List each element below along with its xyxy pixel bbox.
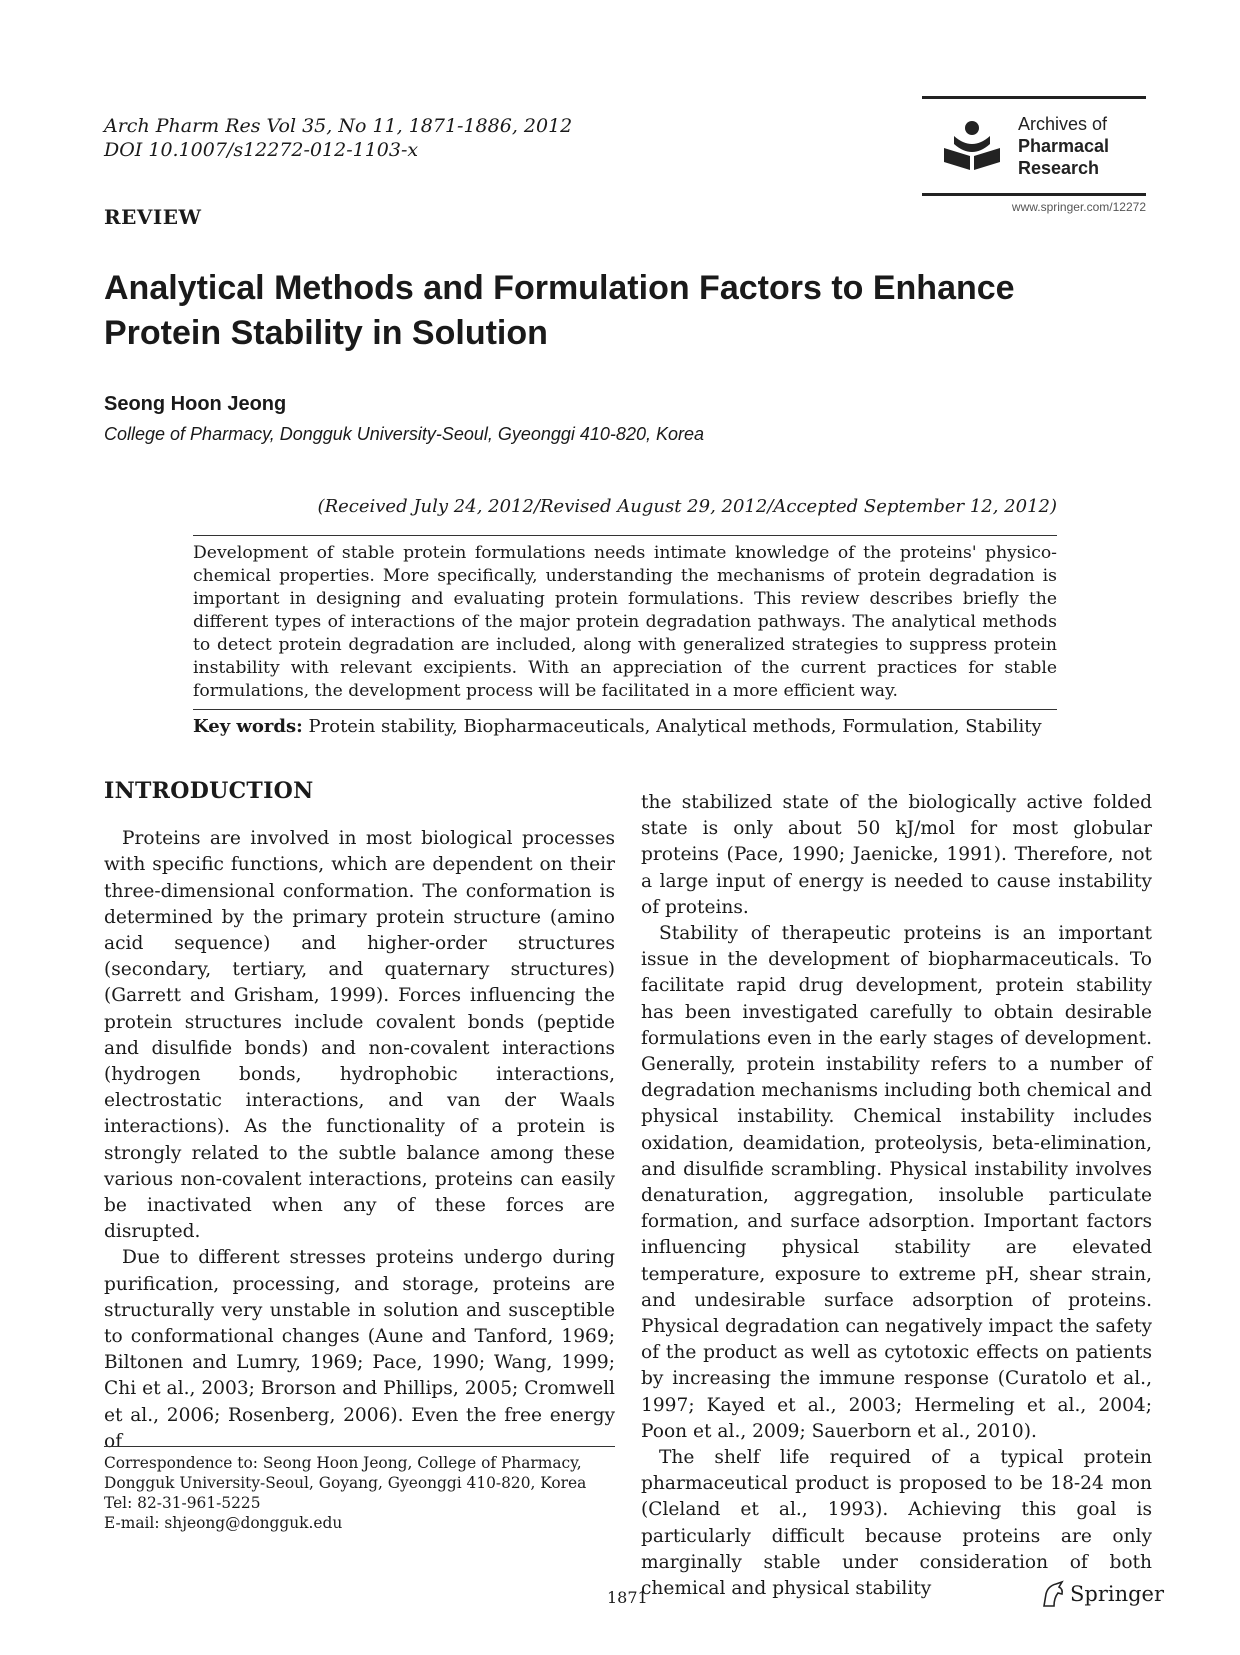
article-title: Analytical Methods and Formulation Factors to Enhance Protein Stability in Solution	[104, 269, 1015, 352]
journal-logo	[922, 96, 1146, 214]
article-type-label: REVIEW	[104, 205, 202, 229]
journal-citation	[104, 114, 572, 162]
logo-rule-bottom	[922, 193, 1146, 196]
abstract-section	[193, 535, 1057, 737]
footnote-phone: Tel: 82-31-961-5225	[104, 1494, 261, 1512]
paragraph: Stability of therapeutic proteins is an important issue in the development of biopharmaceuticals. To facilitate rapid drug development, protein stability has been investigated carefully to obtain desirable formulations even in the early stages of development. Generally, protein instability refers to a number of degradation mechanisms including both chemical and physical instability. Chemical instability includes oxidation, deamidation, proteolysis, beta-elimination, and disulfide scrambling. Physical instability involves denaturation, aggregation, insoluble particulate formation, and surface adsorption. Important factors influencing physical stability are elevated temperature, exposure to extreme pH, shear strain, and undesirable surface adsorption of proteins. Physical degradation can negatively impact the safety of the product as well as cytotoxic effects on patients by increasing the immune response (Curatolo et al., 1997; Kayed et al., 2003; Hermeling et al., 2004; Poon et al., 2009; Sauerborn et al., 2010).	[641, 923, 1152, 1442]
doi-line: DOI 10.1007/s12272-012-1103-x	[104, 139, 419, 161]
section-heading-introduction: INTRODUCTION	[104, 778, 314, 804]
body-column-left	[104, 778, 615, 1455]
keywords	[193, 710, 1057, 737]
footnote-email[interactable]: E-mail: shjeong@dongguk.edu	[104, 1514, 343, 1532]
keywords-list: Protein stability, Biopharmaceuticals, Analytical methods, Formulation, Stability	[308, 716, 1042, 737]
page-number: 1871	[607, 1588, 648, 1607]
book-with-figure-icon	[940, 118, 1004, 174]
footnote-line: Correspondence to: Seong Hoon Jeong, College of Pharmacy,	[104, 1454, 582, 1472]
abstract-text: Development of stable protein formulations needs intimate knowledge of the proteins' physico-chemical properties. More specifically, understanding the mechanisms of protein degradation is important in designing and evaluating protein formulations. This review describes briefly the different types of interactions of the major protein degradation pathways. The analytical methods to detect protein degradation are included, along with generalized strategies to suppress protein instability with relevant excipients. With an appreciation of the current practices for stable formulations, the development process will be facilitated in a more efficient way.	[193, 536, 1057, 710]
logo-line-3: Research	[1018, 158, 1100, 178]
footnote-line: Dongguk University-Seoul, Goyang, Gyeonggi 410-820, Korea	[104, 1474, 587, 1492]
author-affiliation: College of Pharmacy, Dongguk University-Seoul, Gyeonggi 410-820, Korea	[104, 424, 704, 444]
paragraph: Proteins are involved in most biological processes with specific functions, which are dependent on their three-dimensional conformation. The conformation is determined by the primary protein structure (amino acid sequence) and higher-order structures (secondary, tertiary, and quaternary structures) (Garrett and Grisham, 1999). Forces influencing the protein structures include covalent bonds (peptide and disulfide bonds) and non-covalent interactions (hydrogen bonds, hydrophobic interactions, electrostatic interactions, and van der Waals interactions). As the functionality of a protein is strongly related to the subtle balance among these various non-covalent interactions, proteins can easily be inactivated when any of these forces are disrupted.	[104, 828, 615, 1243]
springer-horse-icon	[1040, 1580, 1066, 1608]
publisher-name: Springer	[1070, 1582, 1165, 1606]
correspondence-footnote	[104, 1446, 615, 1533]
journal-url[interactable]: www.springer.com/12272	[1011, 200, 1146, 214]
journal-line: Arch Pharm Res Vol 35, No 11, 1871-1886, 2012	[104, 115, 573, 137]
paragraph: Due to different stresses proteins undergo during purification, processing, and storage, proteins are structurally very unstable in solution and susceptible to conformational changes (Aune and Tanford, 1969; Biltonen and Lumry, 1969; Pace, 1990; Wang, 1999; Chi et al., 2003; Brorson and Phillips, 2005; Cromwell et al., 2006; Rosenberg, 2006). Even the free energy of	[104, 1247, 615, 1452]
paragraph: the stabilized state of the biologically active folded state is only about 50 kJ/mol for most globular proteins (Pace, 1990; Jaenicke, 1991). Therefore, not a large input of energy is needed to cause instability of proteins.	[641, 792, 1152, 918]
keywords-label: Key words:	[193, 716, 303, 737]
author-name: Seong Hoon Jeong	[104, 393, 287, 415]
springer-logo	[1040, 1580, 1164, 1608]
logo-line-1: Archives of	[1018, 114, 1108, 134]
paragraph: The shelf life required of a typical protein pharmaceutical product is proposed to be 18-24 mon (Cleland et al., 1993). Achieving this goal is particularly difficult because proteins are only marginally stable under consideration of both chemical and physical stability	[641, 1447, 1152, 1600]
logo-line-2: Pharmacal	[1018, 136, 1110, 156]
body-column-right	[641, 790, 1152, 1602]
submission-dates: (Received July 24, 2012/Revised August 29, 2012/Accepted September 12, 2012)	[317, 496, 1057, 517]
